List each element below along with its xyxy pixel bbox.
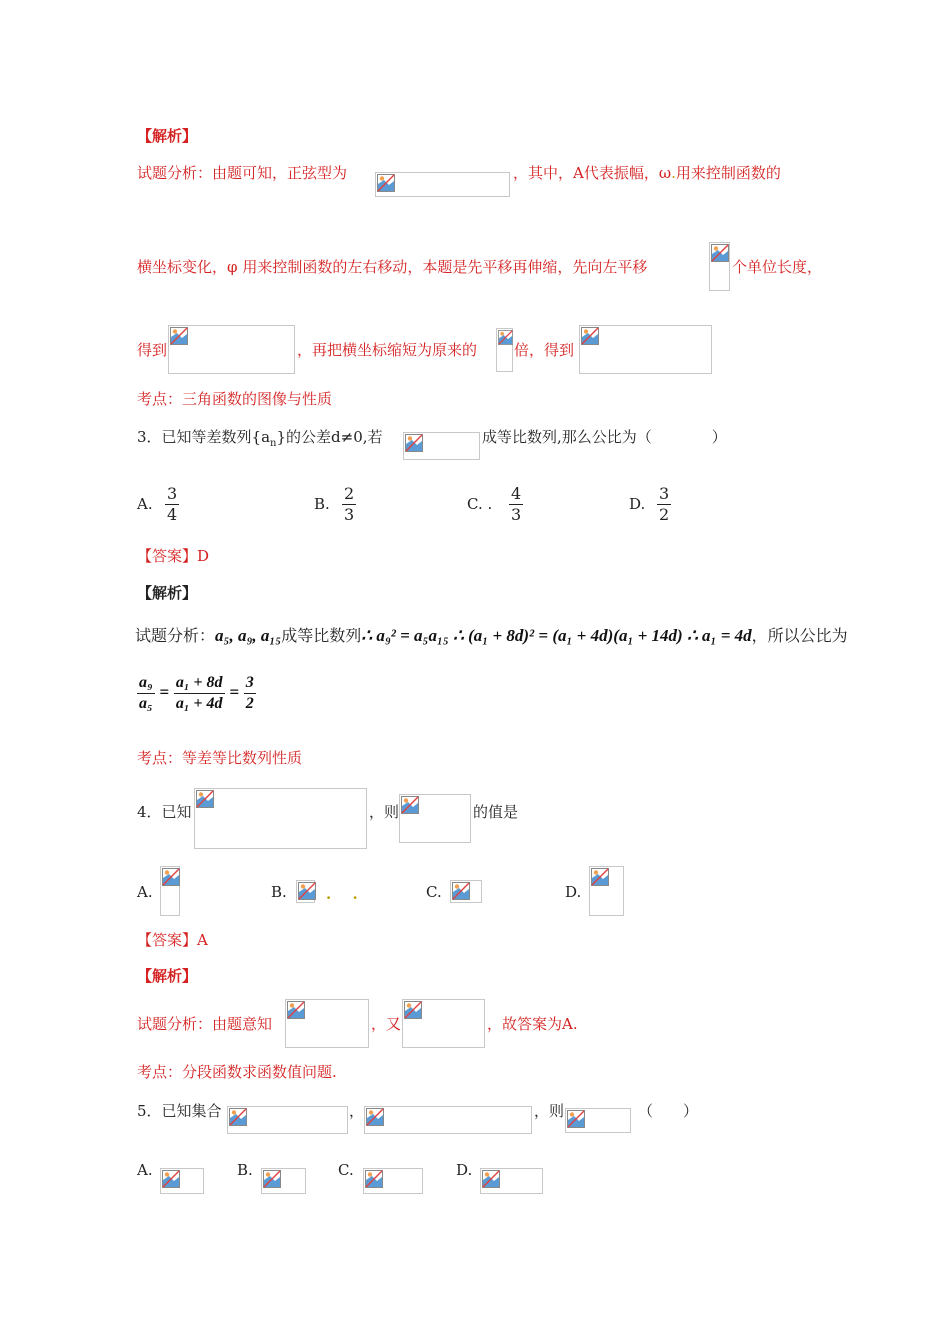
question-stem: 3．已知等差数列$\{a_n\}$的公差d≠0,若 [137,428,383,449]
broken-image-icon [162,868,180,886]
option-a-image[interactable] [160,866,180,916]
question-stem: 5．已知集合 [137,1102,222,1120]
broken-image-icon [170,327,188,345]
broken-image-icon [366,1108,384,1126]
option-b-image[interactable] [261,1168,306,1194]
formula-image [364,1106,532,1134]
broken-image-icon [567,1110,585,1128]
formula-image [168,325,295,374]
question-stem: 的值是 [473,803,519,821]
option-a-image[interactable] [160,1168,204,1194]
formula-image [403,432,480,460]
question-stem: ， [349,1102,365,1120]
option-b[interactable]: B. [271,883,287,901]
option-d-image[interactable] [480,1168,543,1194]
formula-image [709,242,730,291]
option-d[interactable]: D. $\frac{3}{2}$ [629,484,670,524]
broken-image-icon [196,790,214,808]
analysis-heading: 【解析】 [137,584,198,602]
answer: 【答案】D [137,547,210,565]
formula-image [496,328,513,372]
analysis-line: 得到 [137,341,168,359]
analysis-line: 横坐标变化，φ 用来控制函数的左右移动，本题是先平移再伸缩，先向左平移 [137,258,648,276]
broken-image-icon [591,868,609,886]
kaodian: 考点：三角函数的图像与性质 [137,390,333,408]
option-b-image[interactable] [296,880,315,903]
broken-image-icon [401,796,419,814]
option-a[interactable]: A. $\frac{3}{4}$ [137,484,178,524]
formula-image [285,999,369,1048]
option-c-image[interactable] [450,880,482,903]
formula-image [579,325,712,374]
option-c[interactable]: C. [338,1161,354,1179]
broken-image-icon [581,327,599,345]
option-c-image[interactable] [363,1168,423,1194]
formula-image [402,999,485,1048]
formula-image [227,1106,348,1134]
option-d[interactable]: D. [565,883,582,901]
broken-image-icon [377,174,395,192]
broken-image-icon [287,1001,305,1019]
option-b[interactable]: B. $\frac{2}{3}$ [314,484,355,524]
ratio-formula: $\frac{\text{a₉}}{\text{a₅}}$ = $\frac{\text{a₁ + 8d}}{\text{a₁ + 4d}}$ = $\frac{3}{2}$ [139,674,254,712]
broken-image-icon [711,244,729,262]
broken-image-icon [498,330,513,345]
formula-image [375,172,510,197]
broken-image-icon [482,1170,500,1188]
question-stem: （ ） [638,1102,699,1120]
option-b-dots: . . [326,885,366,903]
broken-image-icon [365,1170,383,1188]
kaodian: 考点：分段函数求函数值问题. [137,1063,337,1081]
broken-image-icon [405,434,423,452]
question-stem: ，则 [369,803,400,821]
analysis-line: ，其中，A代表振幅，ω.用来控制函数的 [513,164,781,182]
analysis-line: 倍，得到 [514,341,575,359]
analysis-line: ，故答案为A. [487,1015,578,1033]
answer: 【答案】A [137,931,208,949]
question-stem: 4．已知 [137,803,192,821]
option-c[interactable]: C. [426,883,442,901]
option-a[interactable]: A. [137,1161,153,1179]
analysis-heading: 【解析】 [137,967,198,985]
formula-image [194,788,367,849]
option-d[interactable]: D. [456,1161,473,1179]
analysis-line: ，又 [371,1015,402,1033]
formula-image [399,794,471,843]
option-d-image[interactable] [589,866,624,916]
option-c[interactable]: C. . $\frac{4}{3}$ [467,484,522,524]
broken-image-icon [404,1001,422,1019]
option-b[interactable]: B. [237,1161,253,1179]
question-stem: 成等比数列,那么公比为（ ） [482,428,727,446]
broken-image-icon [263,1170,281,1188]
analysis-line: ，再把横坐标缩短为原来的 [297,341,478,359]
analysis-line: 试题分析：由题可知，正弦型为 [137,164,348,182]
option-a[interactable]: A. [137,883,153,901]
formula-image [565,1108,631,1133]
broken-image-icon [452,882,470,900]
analysis-heading: 【解析】 [137,127,198,145]
question-stem: ，则 [534,1102,565,1120]
analysis-line: 试题分析：a₅, a₉, a₁₅成等比数列∴ a₉² = a₅a₁₅ ∴ (a₁ + 8d)² = (a₁ + 4d)(a₁ + 14d) ∴ a₁ = 4d，所以公比为 [135,626,848,645]
broken-image-icon [162,1170,180,1188]
broken-image-icon [229,1108,247,1126]
broken-image-icon [298,882,316,900]
kaodian: 考点：等差等比数列性质 [137,749,303,767]
analysis-line: 试题分析：由题意知 [137,1015,273,1033]
analysis-line: 个单位长度， [732,258,823,276]
